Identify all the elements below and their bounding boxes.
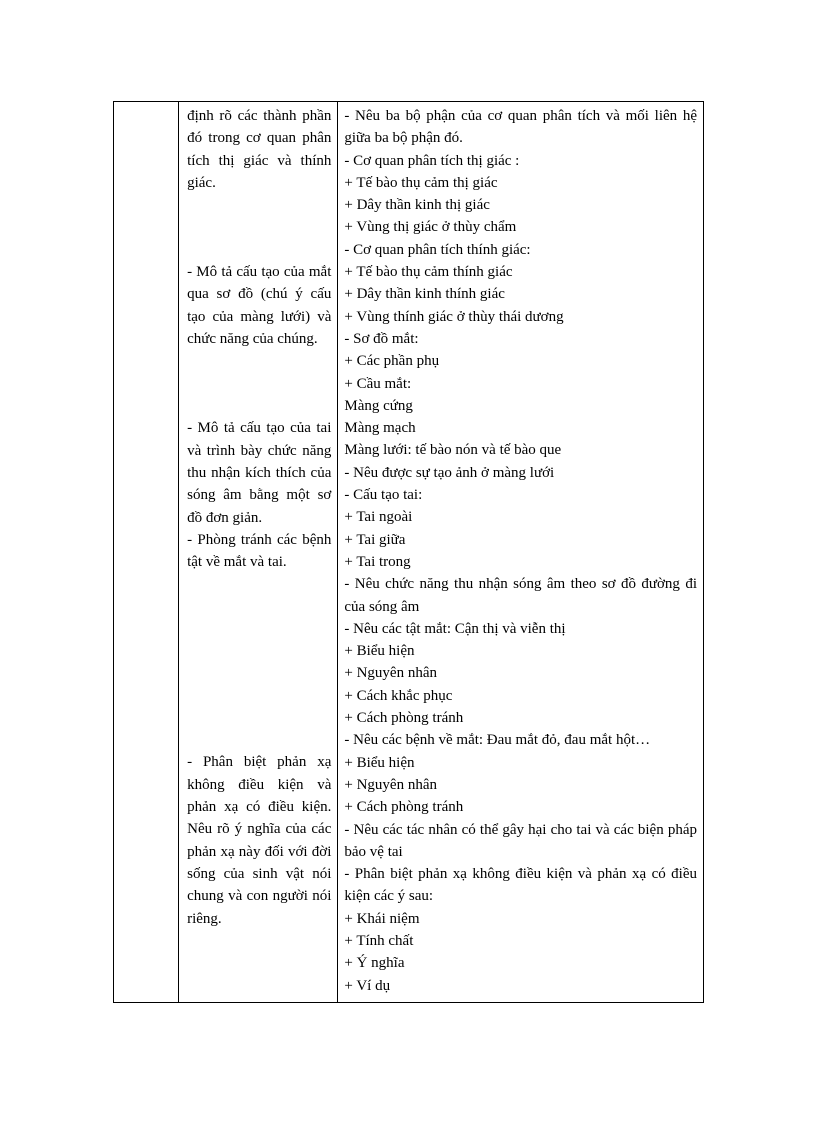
content-line: Màng lưới: tế bào nón và tế bào que xyxy=(344,442,562,459)
content-line: + Cách phòng tránh xyxy=(344,799,464,816)
contents-cell xyxy=(338,102,704,1003)
objective-item: - Mô tả cấu tạo của mắt qua sơ đồ (chú ý cấu tạo của màng lưới) và chức năng của chúng. xyxy=(187,264,332,348)
content-line: + Nguyên nhân xyxy=(344,776,437,793)
content-line: + Ví dụ xyxy=(344,977,391,994)
content-line: - Nêu các tác nhân có thể gây hại cho tai và các biện pháp bảo vệ tai xyxy=(344,821,697,860)
content-line: + Khái niệm xyxy=(344,910,420,927)
content-line: - Nêu được sự tạo ảnh ở màng lưới xyxy=(344,464,555,481)
content-line: + Cách phòng tránh xyxy=(344,710,464,727)
content-line: - Sơ đồ mắt: xyxy=(344,330,419,347)
objectives-cell xyxy=(179,102,338,1003)
content-line: + Cầu mắt: xyxy=(344,375,412,392)
content-line: - Cấu tạo tai: xyxy=(344,487,423,504)
curriculum-table xyxy=(113,101,704,1003)
content-line: - Nêu chức năng thu nhận sóng âm theo sơ đồ đường đi của sóng âm xyxy=(344,576,697,615)
content-line: + Tai ngoài xyxy=(344,509,413,526)
objective-item: - Phân biệt phản xạ không điều kiện và phản xạ có điều kiện. Nêu rõ ý nghĩa của các phản xạ này đối với đời sống của sinh vật nói chung và con người nói riêng. xyxy=(187,754,332,927)
content-line: - Phân biệt phản xạ không điều kiện và phản xạ có điều kiện các ý sau: xyxy=(344,866,697,905)
content-line: + Cách khắc phục xyxy=(344,687,453,704)
content-line: + Tai giữa xyxy=(344,531,406,548)
content-line: + Dây thần kinh thị giác xyxy=(344,197,490,214)
content-line: Màng cứng xyxy=(344,397,413,414)
empty-topic-cell xyxy=(114,102,179,1003)
objective-item: định rõ các thành phần đó trong cơ quan phân tích thị giác và thính giác. xyxy=(187,108,332,191)
content-line: Màng mạch xyxy=(344,420,416,437)
content-line: + Tế bào thụ cảm thính giác xyxy=(344,264,513,281)
content-line: - Cơ quan phân tích thị giác : xyxy=(344,152,520,169)
objective-item: - Mô tả cấu tạo của tai và trình bày chức năng thu nhận kích thích của sóng âm bằng một sơ đồ đơn giản. xyxy=(187,420,332,526)
objective-item: - Phòng tránh các bệnh tật về mắt và tai. xyxy=(187,531,332,571)
content-line: - Nêu ba bộ phận của cơ quan phân tích và mối liên hệ giữa ba bộ phận đó. xyxy=(344,108,697,147)
content-line: + Tế bào thụ cảm thị giác xyxy=(344,174,498,191)
content-line: + Ý nghĩa xyxy=(344,955,405,972)
content-line: - Cơ quan phân tích thính giác: xyxy=(344,241,531,258)
content-line: + Tính chất xyxy=(344,932,414,949)
content-line: + Nguyên nhân xyxy=(344,665,437,682)
content-line: + Vùng thính giác ở thùy thái dương xyxy=(344,308,564,325)
content-line: - Nêu các bệnh về mắt: Đau mắt đỏ, đau mắt hột… xyxy=(344,732,651,749)
content-line: + Vùng thị giác ở thùy chẩm xyxy=(344,219,517,236)
content-line: + Các phần phụ xyxy=(344,353,440,370)
content-line: + Biểu hiện xyxy=(344,643,415,660)
content-line: - Nêu các tật mắt: Cận thị và viễn thị xyxy=(344,620,566,637)
content-line: + Dây thần kinh thính giác xyxy=(344,286,505,303)
table-row xyxy=(114,102,704,1003)
content-line: + Biểu hiện xyxy=(344,754,415,771)
content-line: + Tai trong xyxy=(344,553,411,570)
